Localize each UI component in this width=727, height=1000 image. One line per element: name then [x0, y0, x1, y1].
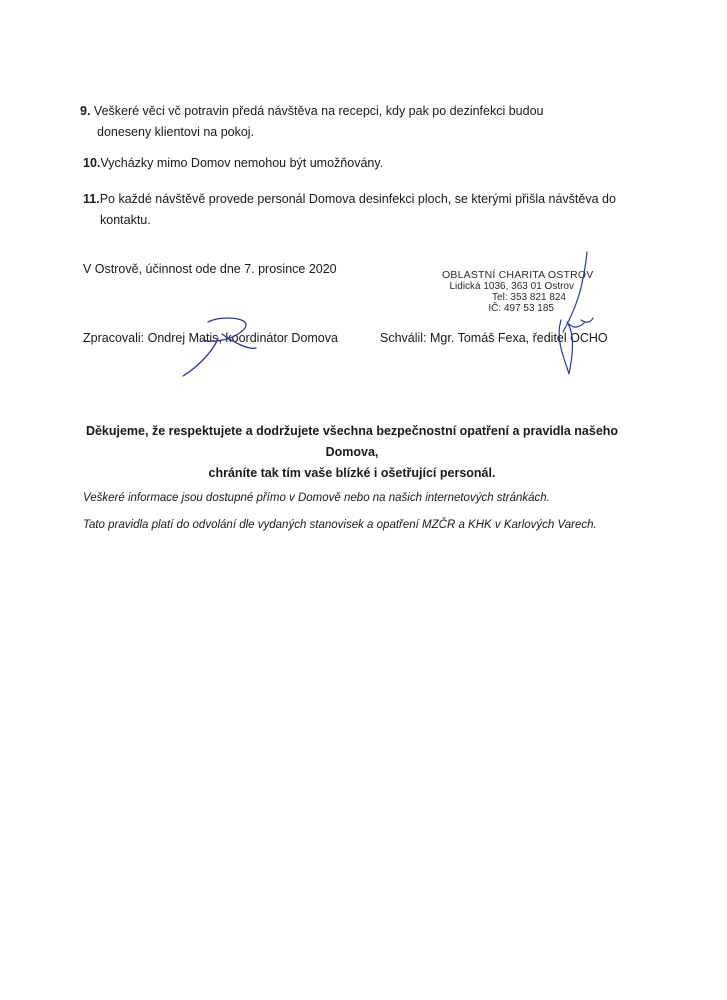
rule-text: Veškeré věci vč potravin předá návštěva na recepci, kdy pak po dezinfekci budou	[93, 104, 544, 118]
prepared-by: Zpracovali: Ondrej Matis, koordinátor Domova	[83, 331, 338, 345]
rule-number: 10.	[83, 156, 101, 170]
validity-note: Tato pravidla platí do odvolání dle vydaných stanovisek a opatření MZČR a KHK v Karlových Varech.	[83, 519, 597, 531]
rule-text: kontaktu.	[100, 213, 151, 227]
place-date: V Ostrově, účinnost ode dne 7. prosince 2020	[83, 262, 337, 276]
rule-text: Po každé návštěvě provede personál Domova desinfekci ploch, se kterými přišla návštěva do	[99, 192, 616, 206]
thanks-line: chráníte tak tím vaše blízké i ošetřující personál.	[208, 466, 496, 480]
coordinator-signature	[178, 312, 268, 382]
rule-number: 11.	[83, 192, 100, 206]
stamp-phone: Tel: 353 821 824	[492, 292, 566, 303]
stamp-address: Lidická 1036, 363 01 Ostrov	[449, 281, 574, 292]
info-note: Veškeré informace jsou dostupné přímo v Domově nebo na našich internetových stránkách.	[83, 492, 550, 504]
rule-10	[83, 153, 643, 174]
rule-9	[80, 101, 640, 143]
rule-11	[83, 189, 663, 231]
rule-number: 9.	[80, 104, 91, 118]
rule-text: Vycházky mimo Domov nemohou být umožňovány.	[100, 156, 384, 170]
stamp-title: OBLASTNÍ CHARITA OSTROV	[442, 269, 594, 281]
thanks-line: Děkujeme, že respektujete a dodržujete všechna bezpečnostní opatření a pravidla našeho Domova,	[85, 424, 619, 459]
director-signature	[545, 250, 605, 380]
rule-text: doneseny klientovi na pokoj.	[97, 125, 255, 139]
thanks-message	[60, 421, 644, 484]
stamp-ic: IČ: 497 53 185	[488, 303, 554, 314]
approved-by: Schválil: Mgr. Tomáš Fexa, ředitel OCHO	[380, 331, 608, 345]
